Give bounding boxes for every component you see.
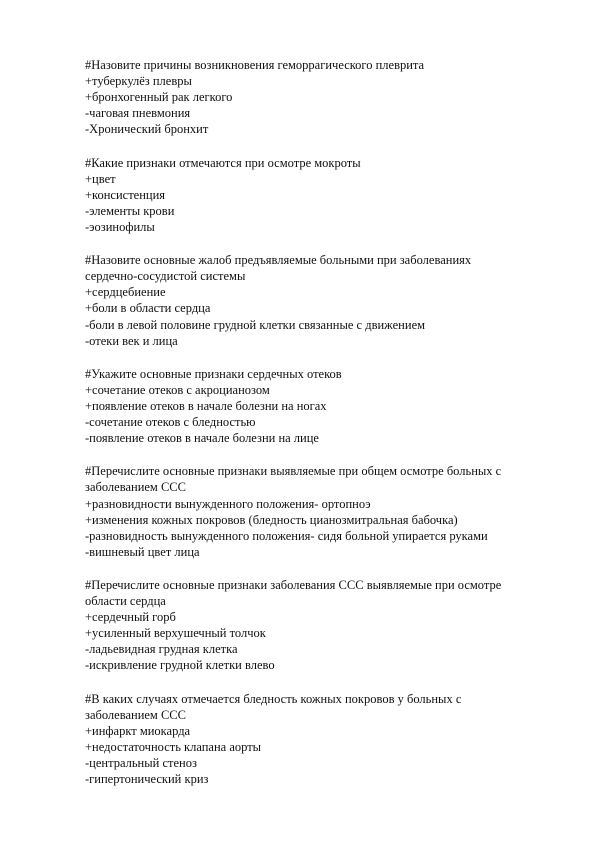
question-text: #Перечислите основные признаки выявляемые при общем осмотре больных с <box>85 464 502 479</box>
wrong-answer: -ладьевидная грудная клетка <box>85 642 238 657</box>
question-block <box>85 252 565 349</box>
correct-answer: +бронхогенный рак легкого <box>85 90 233 105</box>
wrong-answer: -искривление грудной клетки влево <box>85 658 275 673</box>
question-block <box>85 463 565 560</box>
correct-answer: +консистенция <box>85 187 166 202</box>
question-text: заболеванием ССС <box>85 707 186 722</box>
correct-answer: +сердцебиение <box>85 285 166 300</box>
question-text: сердечно-сосудистой системы <box>85 269 246 284</box>
question-text: области сердца <box>85 594 166 609</box>
wrong-answer: -боли в левой половине грудной клетки связанные с движением <box>85 317 426 332</box>
question-text: #Укажите основные признаки сердечных отеков <box>85 366 342 381</box>
correct-answer: +изменения кожных покровов (бледность цианозмитральная бабочка) <box>85 512 458 527</box>
question-text: #Назовите причины возникновения геморрагического плеврита <box>85 58 425 72</box>
correct-answer: +боли в области сердца <box>85 301 211 316</box>
question-block <box>85 155 565 235</box>
question-block <box>85 366 565 446</box>
wrong-answer: -чаговая пневмония <box>85 106 191 121</box>
correct-answer: +появление отеков в начале болезни на ногах <box>85 398 327 413</box>
question-block <box>85 691 565 788</box>
question-text: #Назовите основные жалоб предъявляемые больными при заболеваниях <box>85 253 472 268</box>
wrong-answer: -элементы крови <box>85 203 175 218</box>
wrong-answer: -центральный стеноз <box>85 756 197 771</box>
question-text: #В каких случаях отмечается бледность кожных покровов у больных с <box>85 691 462 706</box>
wrong-answer: -эозинофилы <box>85 219 155 234</box>
correct-answer: +сочетание отеков с акроцианозом <box>85 382 270 397</box>
question-text: #Какие признаки отмечаются при осмотре мокроты <box>85 155 361 170</box>
wrong-answer: -отеки век и лица <box>85 333 178 348</box>
wrong-answer: -вишневый цвет лица <box>85 544 200 559</box>
correct-answer: +усиленный верхушечный толчок <box>85 626 266 641</box>
correct-answer: +разновидности вынужденного положения- ортопноэ <box>85 496 371 511</box>
wrong-answer: -разновидность вынужденного положения- сидя больной упирается руками <box>85 528 488 543</box>
question-text: заболеванием ССС <box>85 480 186 495</box>
correct-answer: +сердечный горб <box>85 610 176 625</box>
question-text: #Перечислите основные признаки заболевания ССС выявляемые при осмотре <box>85 578 502 592</box>
correct-answer: +недостаточность клапана аорты <box>85 739 262 754</box>
question-block <box>85 577 565 674</box>
wrong-answer: -сочетание отеков с бледностью <box>85 415 256 430</box>
wrong-answer: -Хронический бронхит <box>85 122 209 137</box>
wrong-answer: -появление отеков в начале болезни на лице <box>85 431 319 446</box>
correct-answer: +инфаркт миокарда <box>85 723 191 738</box>
question-block <box>85 57 565 137</box>
correct-answer: +туберкулёз плевры <box>85 74 192 89</box>
question-list <box>85 57 565 804</box>
wrong-answer: -гипертонический криз <box>85 772 209 787</box>
correct-answer: +цвет <box>85 171 116 186</box>
